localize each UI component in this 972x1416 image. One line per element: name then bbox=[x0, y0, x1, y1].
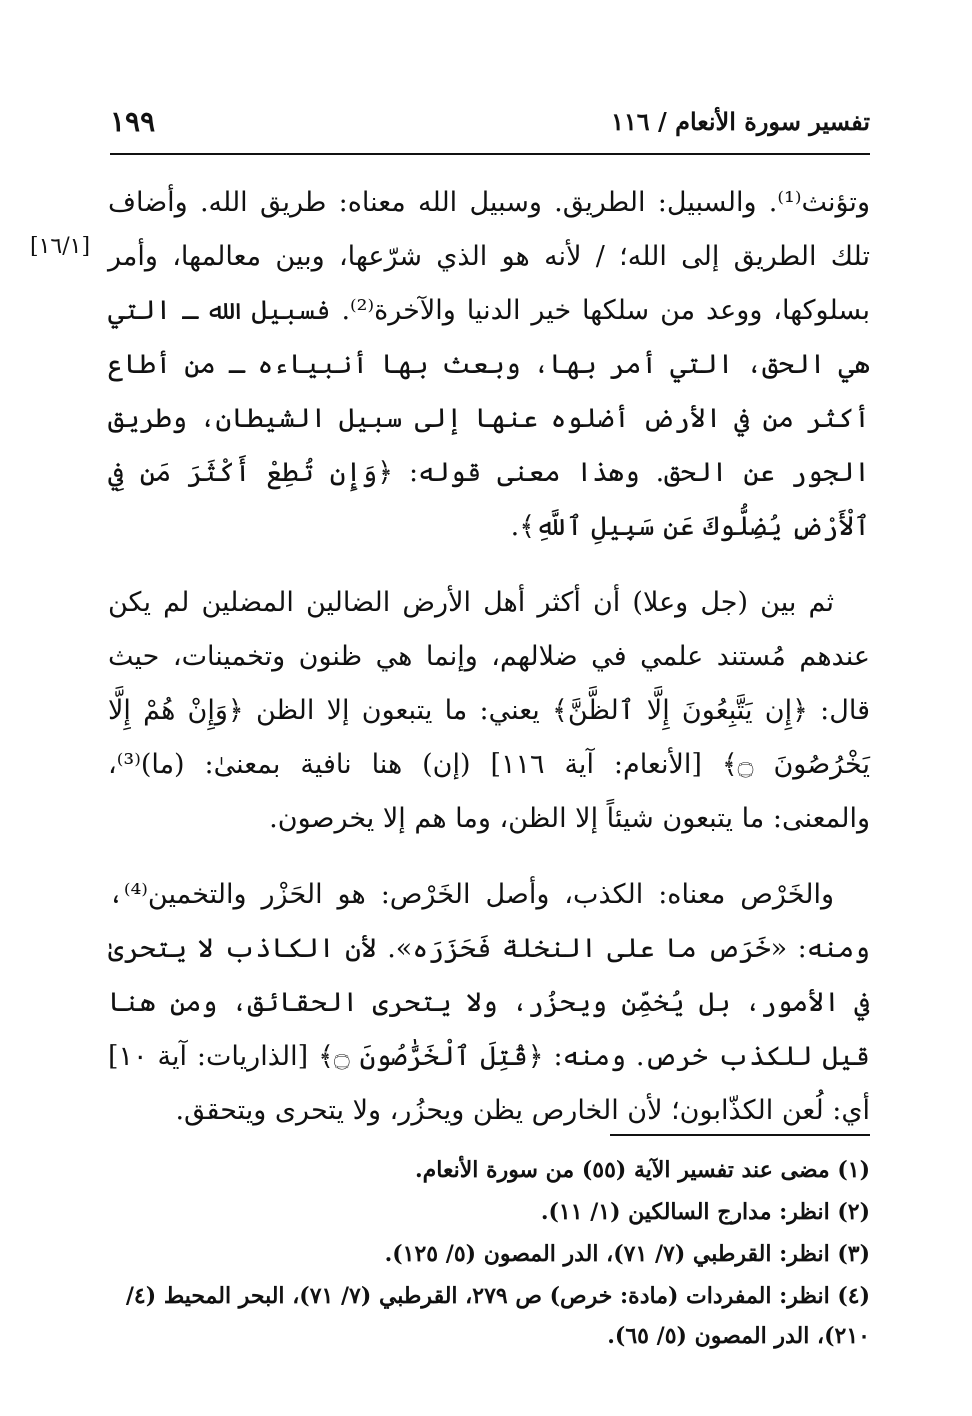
page-number: ١٩٩ bbox=[110, 105, 156, 138]
footnote-3: (٣) انظر: القرطبي (٧/ ٧١)، الدر المصون (٥/ ١٢٥). bbox=[384, 1241, 870, 1267]
footnotes bbox=[108, 1150, 870, 1358]
footnote-1: (١) مضى عند تفسير الآية (٥٥) من سورة الأنعام. bbox=[415, 1157, 870, 1183]
footnote-2: (٢) انظر: مدارج السالكين (١/ ١١). bbox=[540, 1199, 870, 1225]
footnote-divider bbox=[610, 1134, 870, 1136]
paragraph-1: وتؤنث⁽¹⁾. والسبيل: الطريق. وسبيل الله معناه: طريق الله. وأضاف تلك الطريق إلى الله؛ / لأنه هو الذي شرّعها، وبين معالمها، وأمر بسلوكها، ووعد من سلكها خير الدنيا والآخرة⁽²⁾. فسبيل الله ـ التي هي الحق، التي أمر بها، وبعث بها أنبياءه ـ من أطاع أكثر من في الأرض أضلوه عنها إلى سبيل الشيطان، وطريق الجور عن الحق. وهذا معنى قوله: ﴿وَإِن تُطِعْ أَكْثَرَ مَن فِي ٱلْأَرْضِ يُضِلُّوكَ عَن سَبِيلِ ٱللَّهِ﴾. bbox=[108, 187, 870, 542]
paragraph-2: ثم بين (جل وعلا) أن أكثر أهل الأرض الضالين المضلين لم يكن عندهم مُستند علمي في ضلالهم، وإنما هي ظنون وتخمينات، حيث قال: ﴿إِن يَتَّبِعُونَ إِلَّا ٱلظَّنَّ﴾ يعني: ما يتبعون إلا الظن ﴿وَإِنْ هُمْ إِلَّا يَخْرُصُونَ ۝﴾ [الأنعام: آية ١١٦] (إن) هنا نافية بمعنىٰ: (ما)⁽³⁾، والمعنى: ما يتبعون شيئاً إلا الظن، وما هم إلا يخرصون. bbox=[108, 587, 870, 834]
page-header bbox=[110, 105, 870, 155]
manuscript-folio-marker: [١٦/١] bbox=[30, 234, 91, 259]
main-text bbox=[108, 176, 870, 1160]
running-title: تفسير سورة الأنعام / ١١٦ bbox=[610, 107, 870, 136]
footnote-4: (٤) انظر: المفردات (مادة: خرص) ص ٢٧٩، القرطبي (٧/ ٧١)، البحر المحيط (٤/ ٢١٠)، الدر المصون (٥/ ٦٥). bbox=[125, 1283, 870, 1349]
paragraph-3: والخَرْص معناه: الكذب، وأصل الخَرْص: هو الحَزْر والتخمين⁽⁴⁾، ومنه: «خَرَص ما على النخلة فَحَزَرَه». لأن الكاذب لا يتحرىٰ في الأمور، بل يُخمِّن ويحزُر، ولا يتحرى الحقائق، ومن هنا قيل للكذب خرص. ومنه: ﴿قُتِلَ ٱلْخَرَّٰصُونَ ۝﴾ [الذاريات: آية ١٠] أي: لُعن الكذّابون؛ لأن الخارص يظن ويحزُر، ولا يتحرى ويتحقق. bbox=[108, 879, 870, 1126]
